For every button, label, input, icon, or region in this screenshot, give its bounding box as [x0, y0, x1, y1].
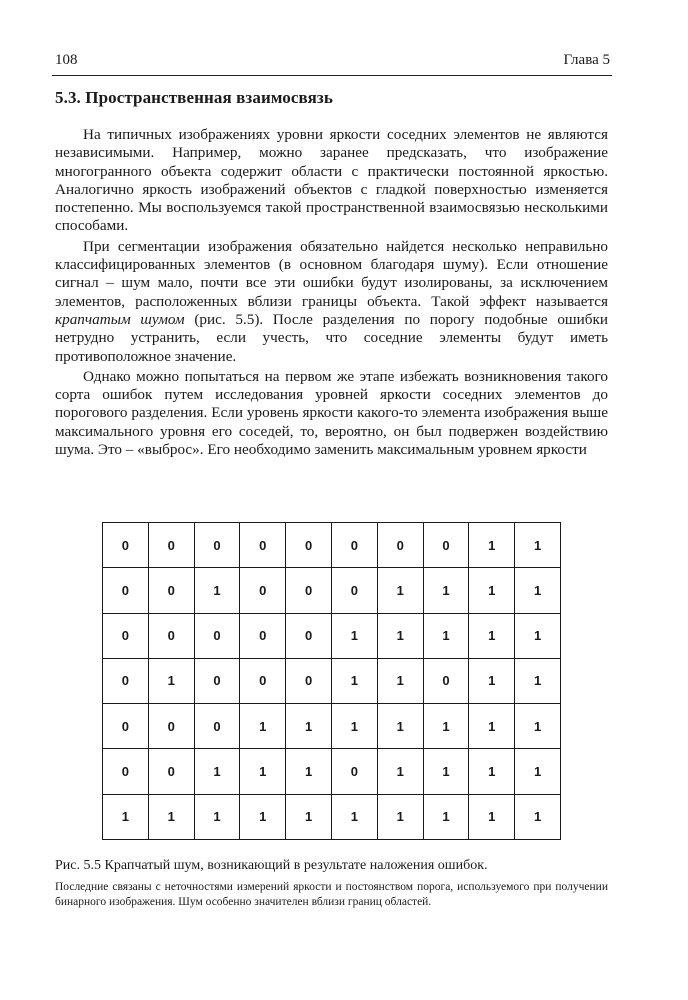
grid-cell: 1: [377, 568, 423, 613]
grid-cell: 1: [240, 794, 286, 839]
grid-cell: 1: [286, 704, 332, 749]
grid-cell: 1: [469, 613, 515, 658]
figure-caption: Рис. 5.5 Крапчатый шум, возникающий в результате наложения ошибок.: [55, 858, 488, 873]
grid-cell: 1: [377, 613, 423, 658]
grid-cell: 1: [515, 613, 561, 658]
grid-cell: 1: [194, 794, 240, 839]
grid-cell: 1: [423, 749, 469, 794]
grid-cell: 0: [194, 658, 240, 703]
binary-image-grid: [102, 522, 561, 840]
paragraph-2-end: (рис. 5.5). После разделения по порогу подобные ошибки нетрудно устранить, если учесть, что соседние элементы будут иметь противоположное значение.: [55, 310, 608, 365]
grid-row: [103, 749, 561, 794]
page-number: 108: [55, 52, 78, 68]
grid-cell: 1: [148, 658, 194, 703]
chapter-label: Глава 5: [563, 52, 610, 68]
grid-cell: 1: [469, 794, 515, 839]
grid-cell: 1: [377, 658, 423, 703]
grid-row: [103, 568, 561, 613]
grid-cell: 0: [423, 658, 469, 703]
header-divider: [52, 75, 612, 76]
grid-cell: 0: [240, 523, 286, 568]
grid-cell: 1: [103, 794, 149, 839]
grid-cell: 1: [469, 749, 515, 794]
grid-cell: 0: [103, 523, 149, 568]
grid-row: [103, 704, 561, 749]
grid-cell: 1: [515, 658, 561, 703]
grid-cell: 1: [515, 749, 561, 794]
paragraph-3: Однако можно попытаться на первом же этапе избежать возникновения такого сорта ошибок путем исследования уровней яркости соседних элементов до порогового разделения. Если уровень яркости какого-то элемента изображения выше максимального уровня его соседей, то, вероятно, он был подвержен воздействию шума. Это – «выброс». Его необходимо заменить максимальным уровнем яркости: [55, 367, 608, 459]
grid-cell: 0: [103, 704, 149, 749]
grid-cell: 0: [240, 613, 286, 658]
grid-cell: 0: [286, 613, 332, 658]
figure-caption-note: Последние связаны с неточностями измерений яркости и постоянством порога, используемого при получении бинарного изображения. Шум особенно значителен вблизи границ областей.: [55, 881, 608, 908]
grid-cell: 1: [286, 749, 332, 794]
grid-cell: 0: [240, 658, 286, 703]
grid-cell: 0: [103, 568, 149, 613]
grid-cell: 1: [286, 794, 332, 839]
grid-cell: 1: [469, 568, 515, 613]
grid-cell: 1: [240, 749, 286, 794]
grid-cell: 1: [331, 794, 377, 839]
grid-cell: 0: [103, 658, 149, 703]
grid-cell: 1: [423, 613, 469, 658]
grid-cell: 1: [240, 704, 286, 749]
grid-cell: 1: [194, 568, 240, 613]
grid-cell: 0: [148, 704, 194, 749]
page-header: [55, 52, 610, 74]
grid-cell: 1: [515, 704, 561, 749]
section-title: 5.3. Пространственная взаимосвязь: [55, 88, 333, 107]
grid-cell: 0: [331, 568, 377, 613]
grid-cell: 0: [331, 749, 377, 794]
grid-cell: 1: [469, 658, 515, 703]
grid-cell: 1: [331, 658, 377, 703]
grid-cell: 0: [194, 613, 240, 658]
grid-cell: 0: [286, 523, 332, 568]
grid-cell: 1: [377, 704, 423, 749]
body-text: [55, 126, 608, 461]
grid-row: [103, 658, 561, 703]
grid-cell: 0: [148, 749, 194, 794]
grid-cell: 1: [469, 523, 515, 568]
grid-cell: 1: [515, 568, 561, 613]
grid-cell: 0: [286, 568, 332, 613]
grid-cell: 1: [331, 613, 377, 658]
grid-cell: 1: [515, 794, 561, 839]
grid-cell: 0: [194, 523, 240, 568]
grid-cell: 1: [377, 749, 423, 794]
grid-cell: 0: [286, 658, 332, 703]
grid-cell: 1: [423, 794, 469, 839]
grid-cell: 0: [103, 613, 149, 658]
grid-cell: 1: [148, 794, 194, 839]
term-speckle-noise: крапчатым шумом: [55, 310, 185, 328]
paragraph-1: На типичных изображениях уровни яркости соседних элементов не являются независимыми. Например, можно заранее предсказать, что изображение многогранного объекта содержит области с практически постоянной яркостью. Аналогично яркость изображений объектов с гладкой поверхностью изменяется постепенно. Мы воспользуемся такой пространственной взаимосвязью несколькими способами.: [55, 126, 608, 235]
grid-cell: 0: [331, 523, 377, 568]
paragraph-2-start: При сегментации изображения обязательно найдется несколько неправильно классифицированных элементов (в основном благодаря шуму). Если отношение сигнал – шум мало, почти все эти ошибки будут изолированы, за исключением элементов, расположенных вблизи границы объекта. Такой эффект называется: [55, 237, 608, 310]
grid-row: [103, 613, 561, 658]
grid-cell: 1: [194, 749, 240, 794]
grid-cell: 0: [148, 613, 194, 658]
grid-cell: 0: [377, 523, 423, 568]
grid-cell: 1: [377, 794, 423, 839]
paragraph-2: [55, 238, 608, 366]
grid-cell: 0: [240, 568, 286, 613]
grid-cell: 0: [103, 749, 149, 794]
grid-cell: 0: [148, 523, 194, 568]
grid-row: [103, 523, 561, 568]
grid-cell: 1: [469, 704, 515, 749]
grid-cell: 0: [423, 523, 469, 568]
grid-cell: 0: [194, 704, 240, 749]
grid-cell: 1: [515, 523, 561, 568]
grid-cell: 1: [423, 704, 469, 749]
grid-row: [103, 794, 561, 839]
grid-cell: 1: [423, 568, 469, 613]
grid-cell: 1: [331, 704, 377, 749]
grid-cell: 0: [148, 568, 194, 613]
